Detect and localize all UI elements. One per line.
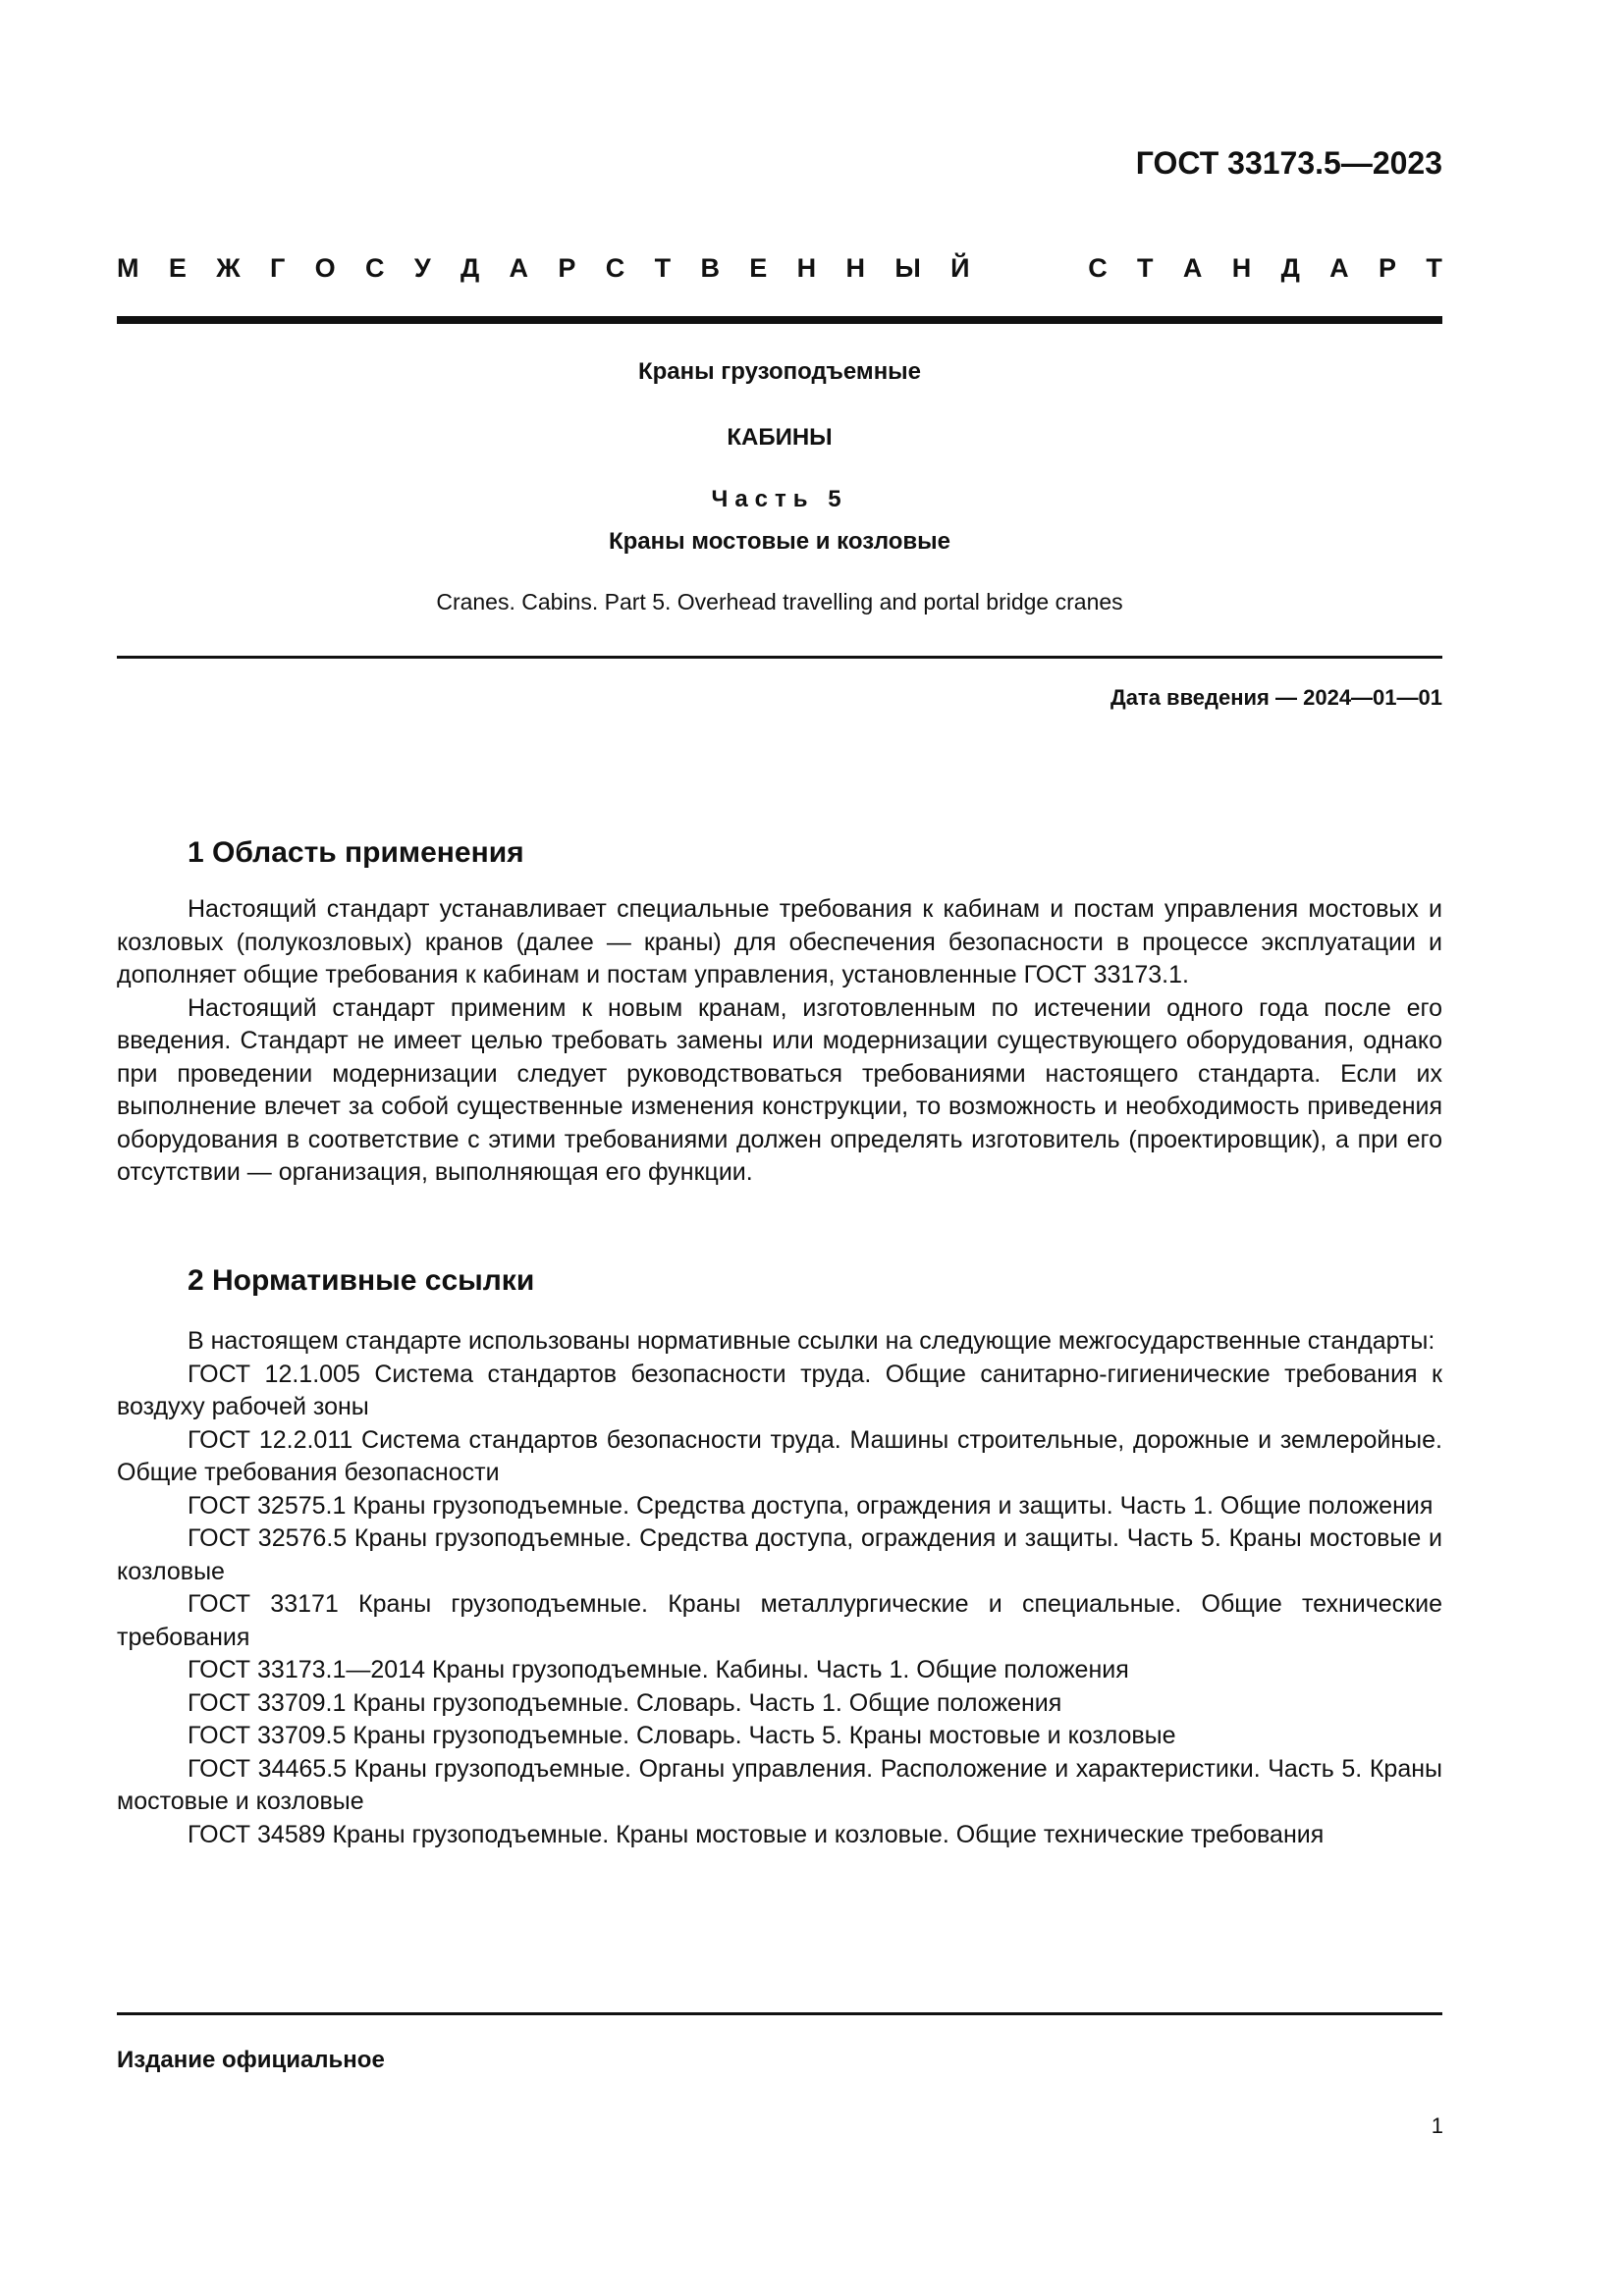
interstate-standard-banner [117, 253, 1442, 284]
reference-item: ГОСТ 32575.1 Краны грузоподъемные. Средства доступа, ограждения и защиты. Часть 1. Общие положения [188, 1491, 1434, 1520]
title-rule [117, 656, 1442, 659]
reference-item: ГОСТ 33173.1—2014 Краны грузоподъемные. Кабины. Часть 1. Общие положения [188, 1656, 1129, 1683]
banner-letter: У [413, 253, 431, 283]
section-2-body [117, 1325, 1442, 1851]
reference-item: ГОСТ 33709.5 Краны грузоподъемные. Словарь. Часть 5. Краны мостовые и козловые [188, 1722, 1176, 1749]
banner-letter: В [700, 253, 720, 283]
page-number: 1 [1431, 2113, 1443, 2138]
introduction-date: Дата введения — 2024—01—01 [1110, 685, 1442, 710]
banner-letter: С [605, 253, 625, 283]
banner-letter: Н [845, 253, 865, 283]
banner-letter: Е [749, 253, 768, 283]
official-edition-label: Издание официальное [117, 2047, 385, 2073]
banner-letter: Д [460, 253, 480, 283]
banner-letter: А [1329, 253, 1349, 283]
banner-letter: Й [950, 253, 970, 283]
reference-item: ГОСТ 12.1.005 Система стандартов безопасности труда. Общие санитарно-гигиенические требования к воздуху рабочей зоны [117, 1360, 1442, 1420]
section-1-heading: 1 Область применения [188, 836, 524, 869]
banner-word-gap [1000, 253, 1058, 284]
reference-item: ГОСТ 33171 Краны грузоподъемные. Краны металлургические и специальные. Общие технические требования [117, 1590, 1442, 1651]
banner-letter: Р [1379, 253, 1397, 283]
banner-letter: Н [796, 253, 817, 283]
banner-letter: Д [1280, 253, 1300, 283]
banner-letter: Т [654, 253, 672, 283]
english-title: Cranes. Cabins. Part 5. Overhead travelling and portal bridge cranes [436, 589, 1123, 614]
paragraph: Настоящий стандарт применим к новым кранам, изготовленным по истечении одного года после его введения. Стандарт не имеет целью требовать замены или модернизации существующего оборудования, однако при проведении модернизации следует руководствоваться требованиями настоящего стандарта. Если их выполнение влечет за собой существенные изменения конструкции, то возможность и необходимость приведения оборудования в соответствие с этими требованиями должен определять изготовитель (проектировщик), а при его отсутствии — организация, выполняющая его функции. [117, 993, 1442, 1186]
reference-item: ГОСТ 34589 Краны грузоподъемные. Краны мостовые и козловые. Общие технические требования [188, 1820, 1325, 1848]
title-line-1: Краны грузоподъемные [637, 358, 922, 385]
document-code: ГОСТ 33173.5—2023 [1135, 145, 1442, 181]
banner-letter: С [1088, 253, 1108, 283]
banner-letter: Ы [894, 253, 921, 283]
footer-rule [117, 2012, 1442, 2015]
header-thick-rule [117, 316, 1442, 324]
title-part: Часть 5 [711, 486, 848, 512]
banner-letter: С [364, 253, 385, 283]
reference-item: ГОСТ 12.2.011 Система стандартов безопасности труда. Машины строительные, дорожные и землеройные. Общие требования безопасности [117, 1425, 1442, 1486]
banner-letter: О [314, 253, 336, 283]
banner-letter: Т [1426, 253, 1442, 283]
reference-item: ГОСТ 33709.1 Краны грузоподъемные. Словарь. Часть 1. Общие положения [188, 1688, 1062, 1717]
banner-letter: Ж [216, 253, 241, 283]
banner-letter: А [509, 253, 529, 283]
paragraph: В настоящем стандарте использованы нормативные ссылки на следующие межгосударственные стандарты: [188, 1327, 1435, 1355]
reference-item: ГОСТ 34465.5 Краны грузоподъемные. Органы управления. Расположение и характеристики. Часть 5. Краны мостовые и козловые [117, 1754, 1442, 1815]
banner-letter: Р [558, 253, 576, 283]
section-2-heading: 2 Нормативные ссылки [188, 1264, 535, 1297]
banner-letter: Е [168, 253, 187, 283]
section-1-body [117, 893, 1442, 1190]
banner-letter: М [117, 253, 139, 283]
paragraph: Настоящий стандарт устанавливает специальные требования к кабинам и постам управления мостовых и козловых (полукозловых) кранов (далее — краны) для обеспечения безопасности в процессе эксплуатации и дополняет общие требования к кабинам и постам управления, установленные ГОСТ 33173.1. [117, 895, 1442, 988]
banner-letter: Г [269, 253, 286, 283]
banner-letter: А [1182, 253, 1203, 283]
title-line-2: КАБИНЫ [727, 424, 833, 451]
title-line-4: Краны мостовые и козловые [608, 528, 951, 555]
reference-item: ГОСТ 32576.5 Краны грузоподъемные. Средства доступа, ограждения и защиты. Часть 5. Краны мостовые и козловые [117, 1524, 1442, 1585]
banner-letter: Н [1231, 253, 1252, 283]
banner-letter: Т [1137, 253, 1154, 283]
